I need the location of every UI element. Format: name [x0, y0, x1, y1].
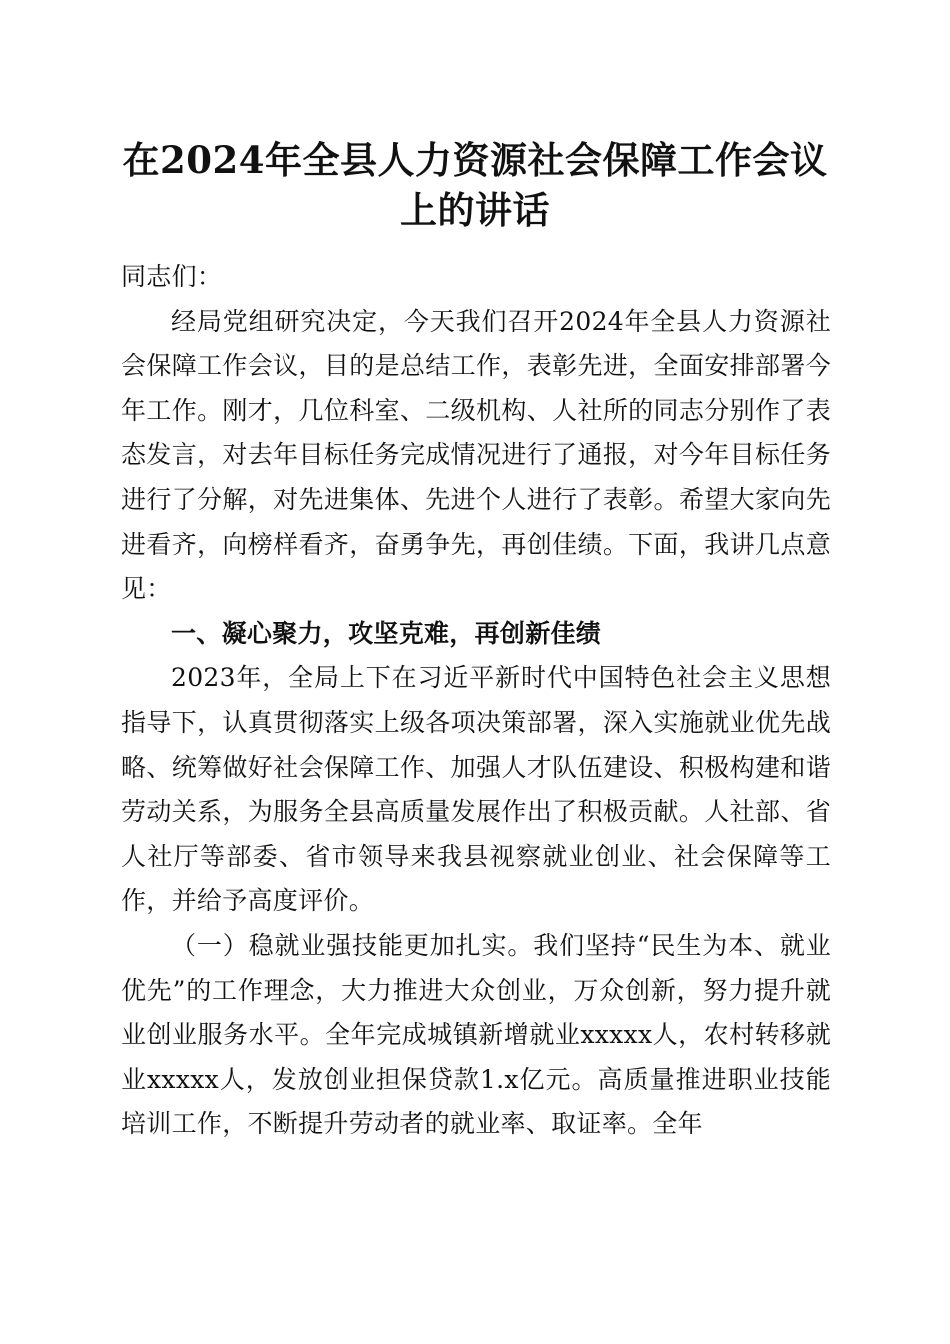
section-heading-1: 一、凝心聚力，攻坚克难，再创新佳绩 — [171, 618, 602, 648]
document-body — [121, 255, 831, 1147]
section-1-paragraph: 2023年，全局上下在习近平新时代中国特色社会主义思想指导下，认真贯彻落实上级各项决策部署，深入实施就业优先战略、统筹做好社会保障工作、加强人才队伍建设、积极构建和谐劳动关系，为服务全县高质量发展作出了积极贡献。人社部、省人社厅等部委、省市领导来我县视察就业创业、社会保障等工作，并给予高度评价。 — [121, 663, 831, 916]
intro-paragraph: 经局党组研究决定，今天我们召开2024年全县人力资源社会保障工作会议，目的是总结工作，表彰先进，全面安排部署今年工作。刚才，几位科室、二级机构、人社所的同志分别作了表态发言，对去年目标任务完成情况进行了通报，对今年目标任务进行了分解，对先进集体、先进个人进行了表彰。希望大家向先进看齐，向榜样看齐，奋勇争先，再创佳绩。下面，我讲几点意见： — [121, 306, 831, 604]
subsection-1-text: 我们坚持“民生为本、就业优先”的工作理念，大力推进大众创业，万众创新，努力提升就业创业服务水平。全年完成城镇新增就业xxxxx人，农村转移就业xxxxx人，发放创业担保贷款1.x亿元。高质量推进职业技能培训工作，不断提升劳动者的就业率、取证率。全年 — [121, 930, 832, 1139]
salutation: 同志们： — [121, 262, 223, 291]
subsection-1-lead: （一）稳就业强技能更加扎实。 — [171, 930, 534, 960]
subsection-1-paragraph — [121, 924, 831, 1147]
document-title: 在2024年全县人力资源社会保障工作会议上的讲话 — [122, 138, 828, 232]
